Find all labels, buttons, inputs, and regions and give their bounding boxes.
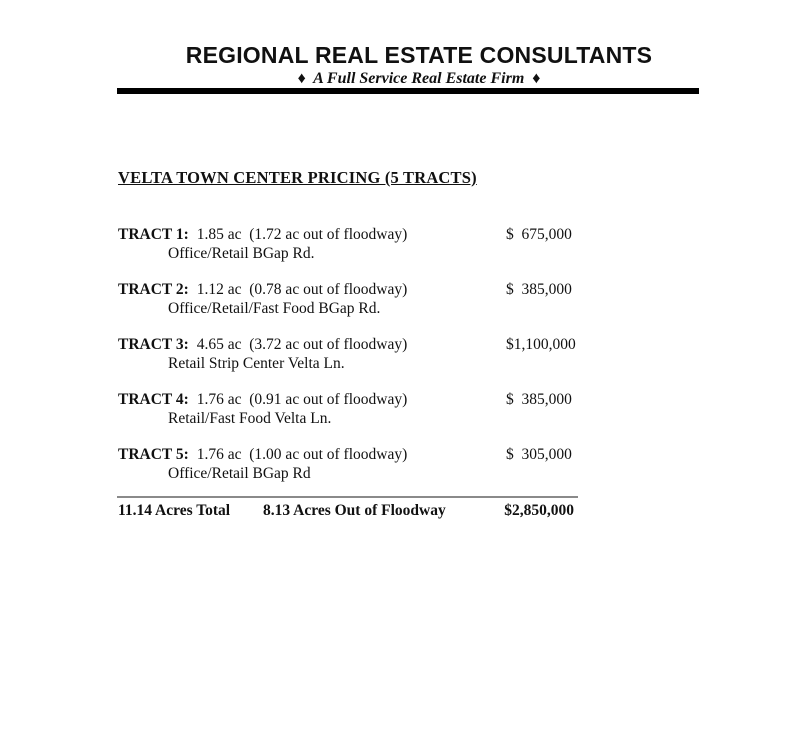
total-acres-out-of-floodway: 8.13 Acres Out of Floodway xyxy=(263,502,446,519)
tract-price: $ 305,000 xyxy=(506,446,572,463)
letterhead xyxy=(117,42,699,88)
tract-description: Office/Retail BGap Rd. xyxy=(168,245,315,262)
tract-label: TRACT 5: xyxy=(118,446,189,463)
tract-summary xyxy=(118,280,580,299)
company-tagline: ♦ A Full Service Real Estate Firm ♦ xyxy=(297,70,541,87)
tract-price: $ 385,000 xyxy=(506,281,572,298)
tract-row-5 xyxy=(118,445,580,483)
tract-description: Retail Strip Center Velta Ln. xyxy=(168,355,345,372)
total-price: $2,850,000 xyxy=(504,502,574,519)
tract-acreage: 1.76 ac (1.00 ac out of floodway) xyxy=(196,446,408,463)
letterhead-divider xyxy=(117,88,699,94)
tract-price: $ 385,000 xyxy=(506,391,572,408)
tract-description: Office/Retail/Fast Food BGap Rd. xyxy=(168,300,381,317)
tract-list xyxy=(118,225,580,500)
tract-label: TRACT 1: xyxy=(118,226,189,243)
tract-summary xyxy=(118,445,580,464)
tract-row-3 xyxy=(118,335,580,373)
tract-label: TRACT 4: xyxy=(118,391,189,408)
tract-acreage: 1.85 ac (1.72 ac out of floodway) xyxy=(196,226,408,243)
tract-description: Office/Retail BGap Rd xyxy=(168,465,311,482)
tract-summary xyxy=(118,335,580,354)
tract-acreage: 4.65 ac (3.72 ac out of floodway) xyxy=(196,336,408,353)
tract-label: TRACT 2: xyxy=(118,281,189,298)
company-title: REGIONAL REAL ESTATE CONSULTANTS xyxy=(185,42,653,68)
tract-price: $ 675,000 xyxy=(506,226,572,243)
tract-summary xyxy=(118,225,580,244)
totals-divider xyxy=(117,496,578,498)
tract-row-4 xyxy=(118,390,580,428)
tract-row-1 xyxy=(118,225,580,263)
tract-acreage: 1.12 ac (0.78 ac out of floodway) xyxy=(196,281,408,298)
tract-description: Retail/Fast Food Velta Ln. xyxy=(168,410,332,427)
tract-label: TRACT 3: xyxy=(118,336,189,353)
tract-row-2 xyxy=(118,280,580,318)
totals-row xyxy=(118,501,580,521)
tract-summary xyxy=(118,390,580,409)
total-acres: 11.14 Acres Total xyxy=(118,502,231,519)
tract-price: $1,100,000 xyxy=(506,336,576,353)
tract-acreage: 1.76 ac (0.91 ac out of floodway) xyxy=(196,391,408,408)
pricing-section-heading: VELTA TOWN CENTER PRICING (5 TRACTS) xyxy=(118,168,477,187)
